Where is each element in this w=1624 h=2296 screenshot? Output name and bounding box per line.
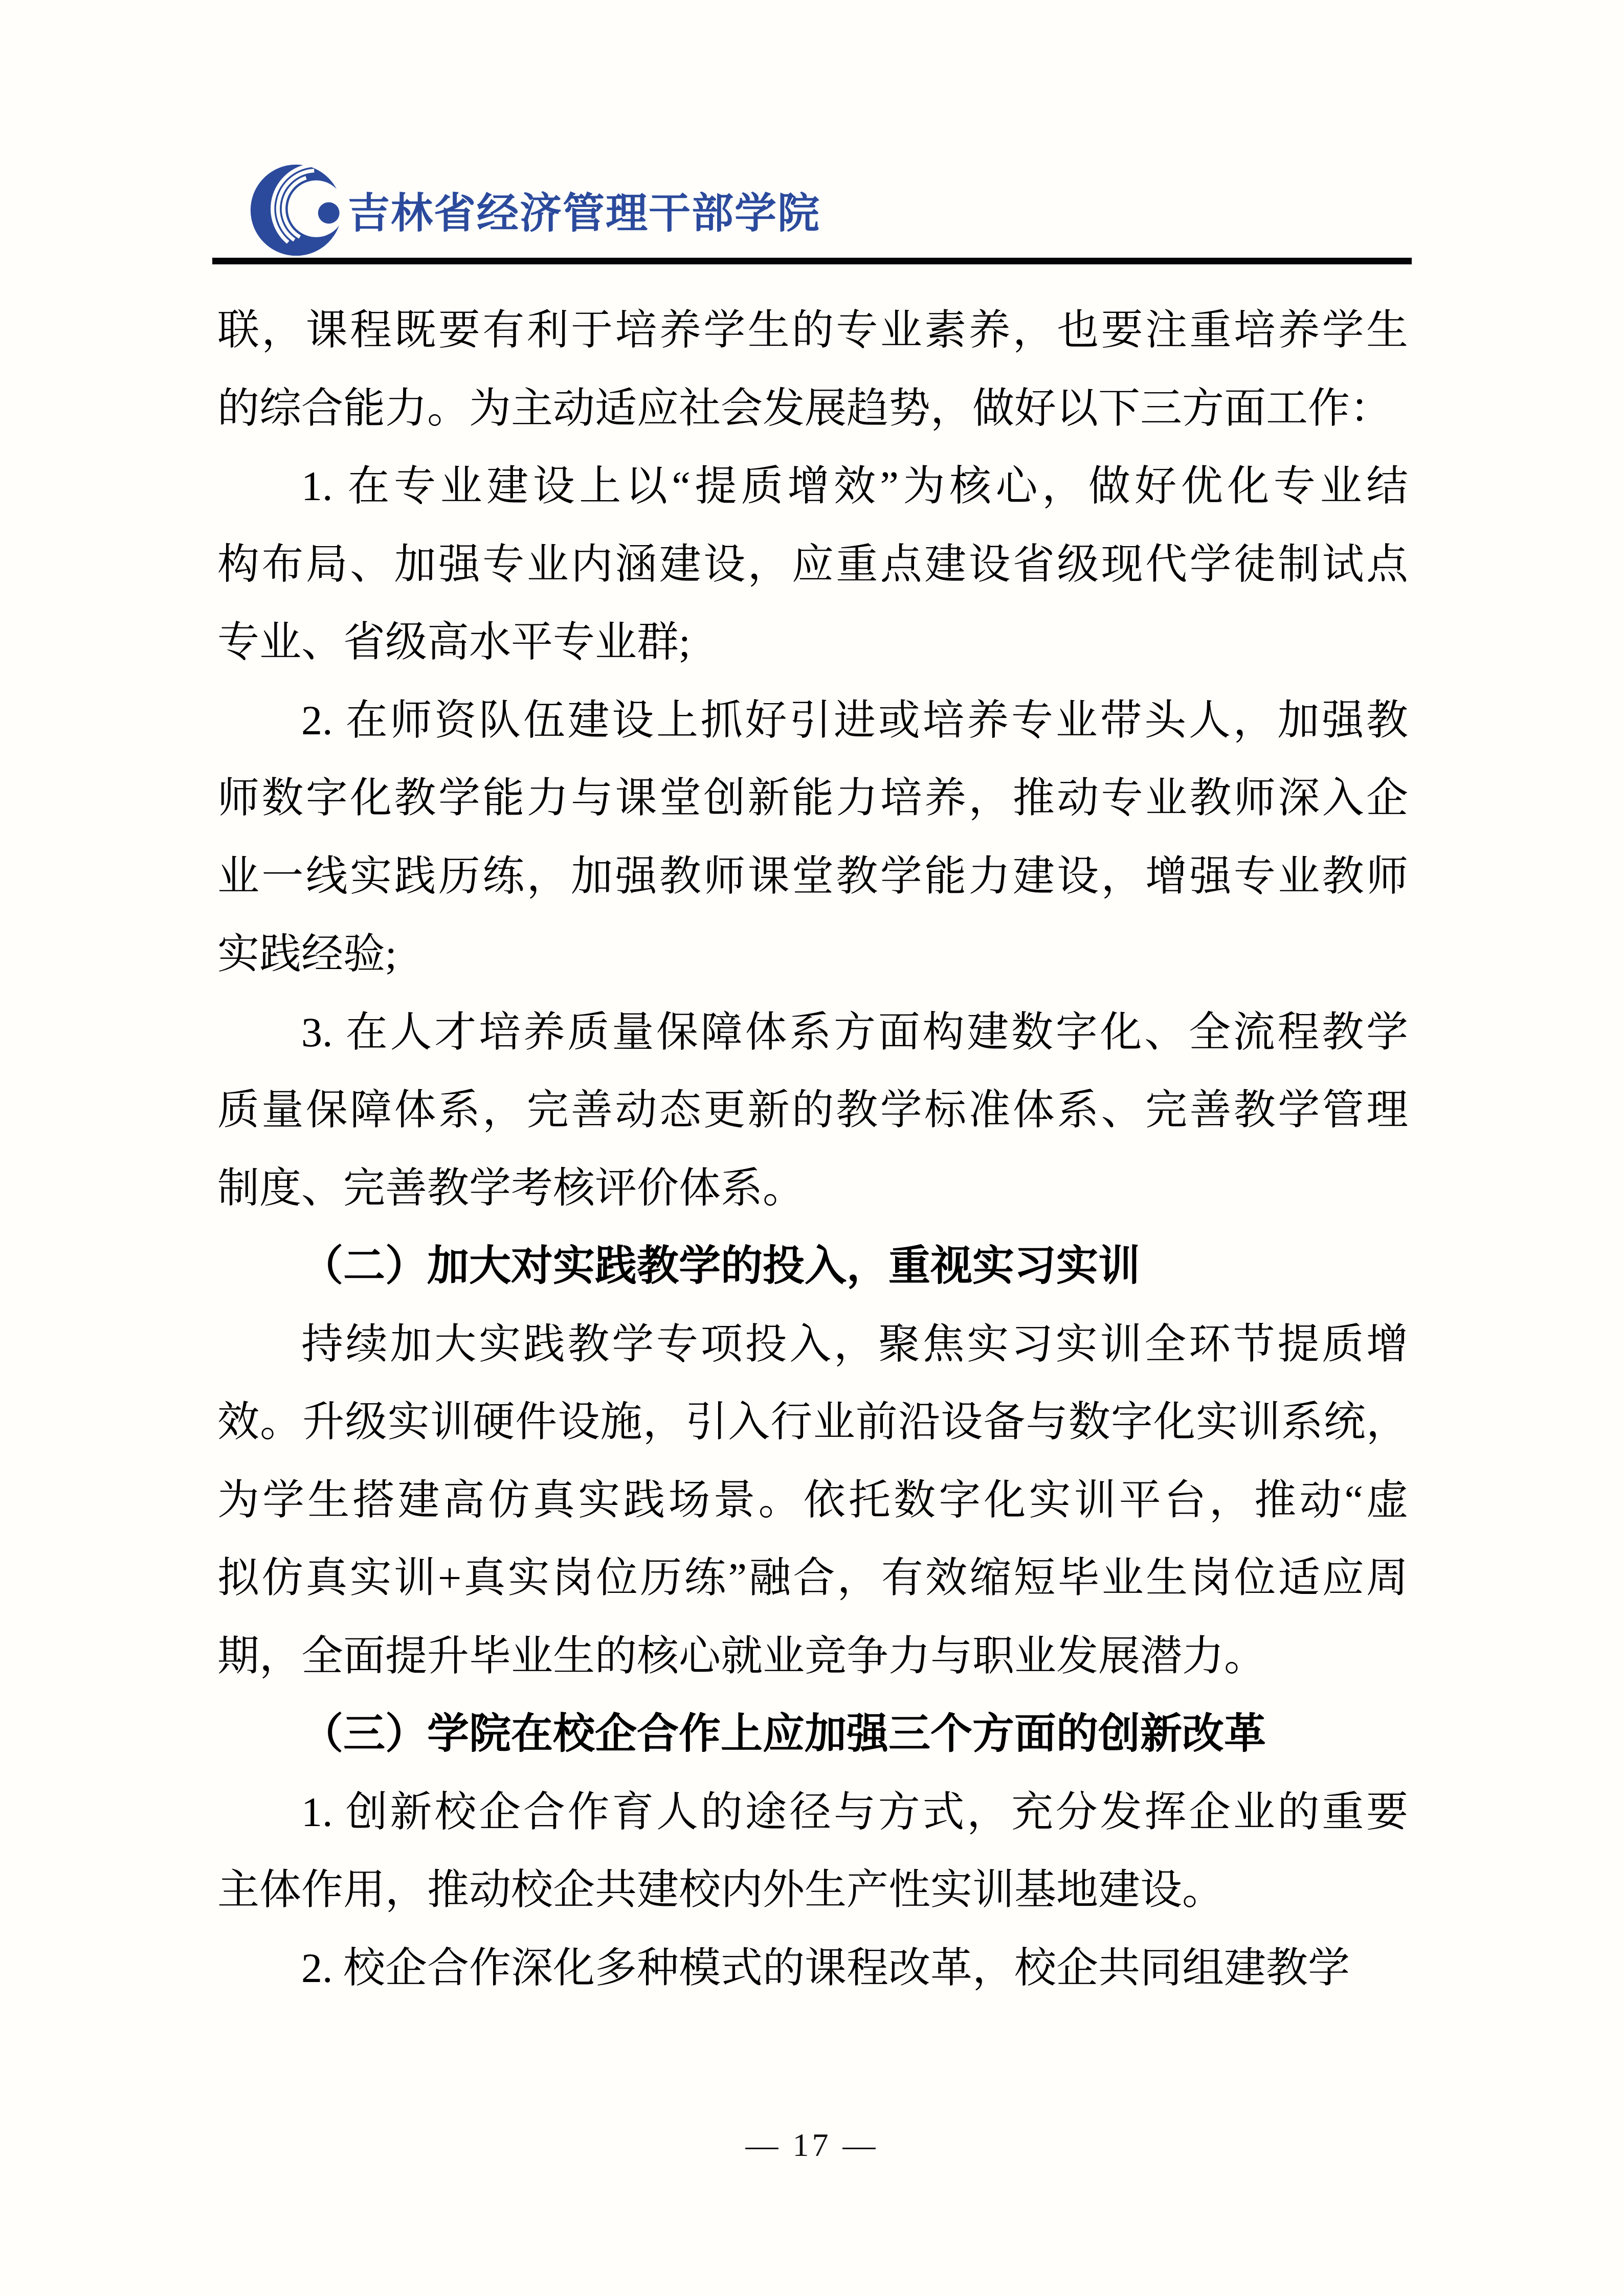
page-number: — 17 —: [745, 2127, 879, 2163]
college-logo-icon: [250, 164, 343, 257]
text-line: 为学生搭建高仿真实践场景。依托数字化实训平台，推动“虚: [217, 1476, 1408, 1523]
text-line: 师数字化教学能力与课堂创新能力培养，推动专业教师深入企: [217, 775, 1408, 821]
text-line: 1. 在专业建设上以“提质增效”为核心，做好优化专业结: [301, 463, 1408, 509]
text-line: 拟仿真实训+真实岗位历练”融合，有效缩短毕业生岗位适应周: [217, 1555, 1408, 1601]
header-divider: [212, 258, 1412, 264]
text-line: 效。升级实训硬件设施，引入行业前沿设备与数字化实训系统，: [217, 1399, 1408, 1445]
text-line: 3. 在人才培养质量保障体系方面构建数字化、全流程教学: [301, 1008, 1408, 1055]
text-line: 联，课程既要有利于培养学生的专业素养，也要注重培养学生: [217, 307, 1408, 353]
text-line: 专业、省级高水平专业群;: [217, 619, 691, 665]
text-line: 期，全面提升毕业生的核心就业竞争力与职业发展潜力。: [217, 1632, 1266, 1679]
section-heading: （三）学院在校企合作上应加强三个方面的创新改革: [301, 1710, 1266, 1757]
text-line: 持续加大实践教学专项投入，聚焦实习实训全环节提质增: [301, 1320, 1408, 1367]
text-line: 实践经验;: [217, 931, 397, 977]
college-name: 吉林省经济管理干部学院: [348, 190, 821, 237]
text-line: 质量保障体系，完善动态更新的教学标准体系、完善教学管理: [217, 1087, 1408, 1133]
text-line: 制度、完善教学考核评价体系。: [217, 1164, 805, 1211]
text-line: 2. 校企合作深化多种模式的课程改革，校企共同组建教学: [301, 1944, 1350, 1991]
text-line: 1. 创新校企合作育人的途径与方式，充分发挥企业的重要: [301, 1788, 1408, 1835]
text-line: 的综合能力。为主动适应社会发展趋势，做好以下三方面工作：: [217, 385, 1392, 432]
text-line: 构布局、加强专业内涵建设，应重点建设省级现代学徒制试点: [217, 541, 1408, 588]
text-line: 2. 在师资队伍建设上抓好引进或培养专业带头人，加强教: [301, 696, 1408, 744]
text-line: 业一线实践历练，加强教师课堂教学能力建设，增强专业教师: [217, 852, 1408, 899]
section-heading: （二）加大对实践教学的投入，重视实习实训: [301, 1243, 1141, 1289]
text-line: 主体作用，推动校企共建校内外生产性实训基地建设。: [217, 1866, 1225, 1913]
content-area: [217, 291, 1408, 2007]
